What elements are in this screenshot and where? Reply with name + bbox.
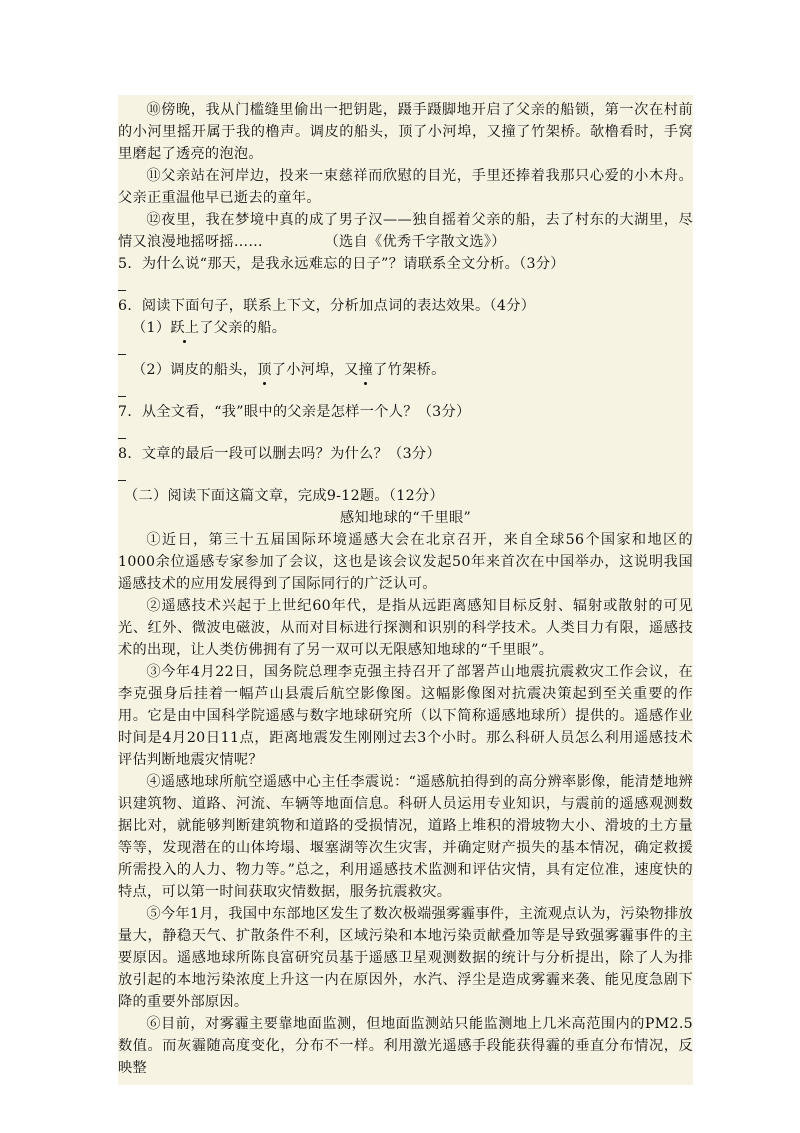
dotted-word-ding: 顶: [257, 359, 272, 381]
story-source: （选自《优秀千字散文选》）: [324, 234, 506, 250]
story-paragraph-10: ⑩傍晚，我从门槛缝里偷出一把钥匙，蹑手蹑脚地开启了父亲的船锁，第一次在村前的小河里摇开属于我的橹声。调皮的船头，顶了小河埠，又撞了竹架桥。欹橹看时，手窝里磨起了透亮的泡泡。: [118, 102, 693, 162]
answer-blank-8[interactable]: [118, 465, 693, 485]
article-paragraph-5: ⑤今年1月，我国中东部地区发生了数次极端强雾霾事件，主流观点认为，污染物排放量大，静稳天气、扩散条件不利，区域污染和本地污染贡献叠加等是导致强雾霾事件的主要原因。遥感地球所陈良富研究员基于遥感卫星观测数据的统计与分析提出，除了人为排放引起的本地污染浓度上升这一内在原因外，水汽、浮尘是造成雾霾来袭、能见度急剧下降的重要外部原因。: [118, 906, 693, 1010]
answer-blank-6-1[interactable]: [118, 339, 693, 359]
question-6: 6．阅读下面句子，联系上下文，分析加点词的表达效果。（4分）: [118, 298, 536, 314]
answer-blank-7[interactable]: [118, 423, 693, 443]
story-paragraph-12-wrap: [118, 209, 693, 253]
article-paragraph-2: ②遥感技术兴起于上世纪60年代，是指从远距离感知目标反射、辐射或散射的可见光、红外、微波电磁波，从而对目标进行探测和识别的科学技术。人类目力有限，遥感技术的出现，让人类仿佛拥有了另一双可以无限感知地球的“千里眼”。: [118, 598, 693, 658]
question-5: 5．为什么说“那天，是我永远难忘的日子”？请联系全文分析。（3分）: [118, 256, 565, 272]
story-paragraph-12: [118, 209, 693, 253]
exam-page: [118, 95, 693, 1085]
article-title: 感知地球的“千里眼”: [339, 510, 471, 526]
article-paragraph-4: ④遥感地球所航空遥感中心主任李震说：“遥感航拍得到的高分辨率影像，能清楚地辨识建筑物、道路、河流、车辆等地面信息。科研人员运用专业知识，与震前的遥感观测数据比对，就能够判断建筑物和道路的受损情况，道路上堆积的滑坡物大小、滑坡的土方量等等，发现潜在的山体垮塌、堰塞湖等次生灾害，并确定财产损失的基本情况，确定救援所需投入的人力、物力等。”总之，利用遥感技术监测和评估灾情，具有定位准，速度快的特点，可以第一时间获取灾情数据，服务抗震救灾。: [118, 774, 693, 900]
question-6-2: （2）调皮的船头，顶了小河埠，又撞了竹架桥。: [118, 359, 693, 381]
article-paragraph-3: ③今年4月22日，国务院总理李克强主持召开了部署芦山地震抗震救灾工作会议，在李克强身后挂着一幅芦山县震后航空影像图。这幅影像图对抗震决策起到至关重要的作用。它是由中国科学院遥感与数字地球研究所（以下简称遥感地球所）提供的。遥感作业时间是4月20日11点，距离地震发生刚刚过去3个小时。那么科研人员怎么利用遥感技术评估判断地震灾情呢？: [118, 664, 693, 768]
dotted-word-yue: 跃上: [170, 317, 199, 339]
dotted-word-zhuang: 撞: [359, 359, 374, 381]
answer-blank-6-2[interactable]: [118, 381, 693, 401]
question-6-1: （1）跃上了父亲的船。: [118, 317, 693, 339]
answer-blank-5[interactable]: [118, 275, 693, 295]
article-paragraph-1: ①近日，第三十五届国际环境遥感大会在北京召开，来自全球56个国家和地区的1000余位遥感专家参加了会议，这也是该会议发起50年来首次在中国举办，这说明我国遥感技术的应用发展得到了国际同行的广泛认可。: [118, 532, 693, 592]
story-paragraph-12-text: ⑫夜里，我在梦境中真的成了男子汉——独自摇着父亲的船，去了村东的大湖里，尽情又浪漫地摇呀摇……: [118, 212, 693, 250]
article-paragraph-6: ⑥目前，对雾霾主要靠地面监测，但地面监测站只能监测地上几米高范围内的PM2.5数值。而灰霾随高度变化，分布不一样。利用激光遥感手段能获得霾的垂直分布情况，反映整: [118, 1016, 693, 1076]
question-8: 8．文章的最后一段可以删去吗？为什么？（3分）: [118, 446, 441, 462]
section-2-heading: （二）阅读下面这篇文章，完成9-12题。（12分）: [124, 488, 444, 504]
story-paragraph-11: ⑪父亲站在河岸边，投来一束慈祥而欣慰的目光，手里还捧着我那只心爱的小木舟。父亲正重温他早已逝去的童年。: [118, 168, 693, 206]
question-7: 7．从全文看，“我”眼中的父亲是怎样一个人？（3分）: [118, 404, 471, 420]
